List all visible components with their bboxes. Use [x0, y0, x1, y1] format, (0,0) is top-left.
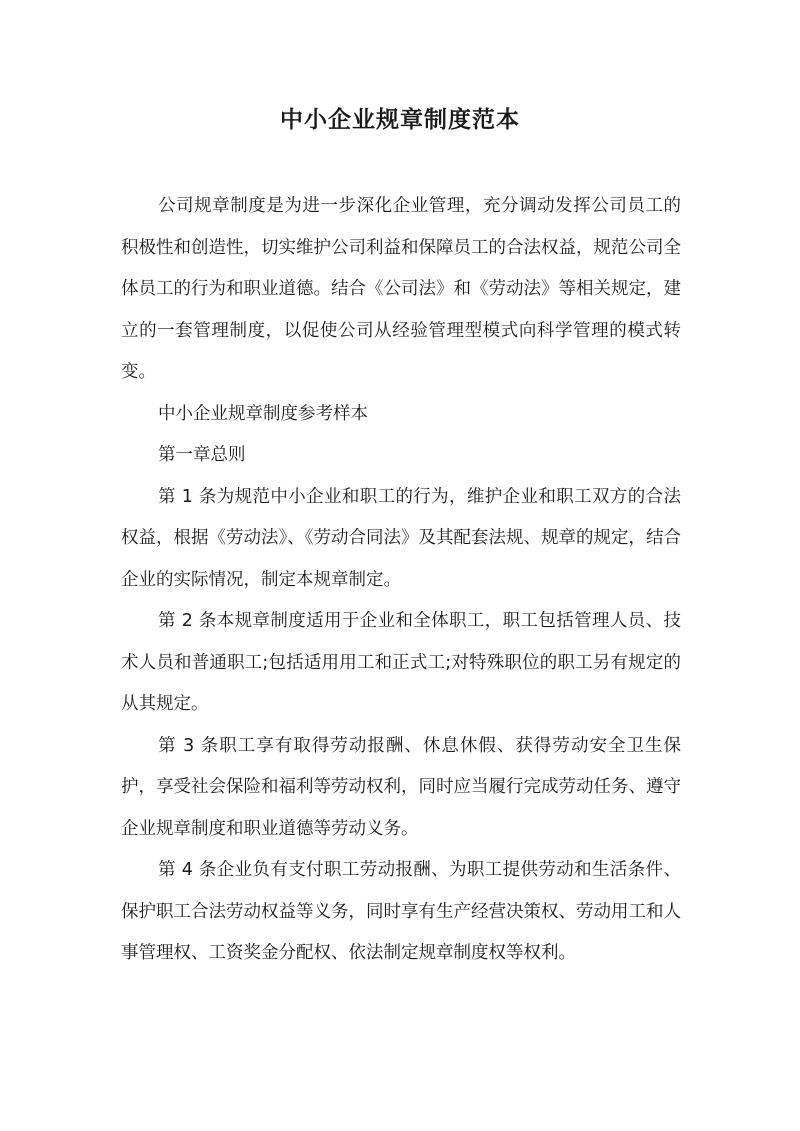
chapter-heading: 第一章总则 — [158, 445, 246, 465]
section-heading: 中小企业规章制度参考样本 — [158, 403, 368, 424]
document-title: 中小企业规章制度范本 — [280, 107, 520, 133]
article-2: 第 2 条本规章制度适用于企业和全体职工，职工包括管理人员、技术人员和普通职工;包括适用用工和正式工;对特殊职位的职工另有规定的从其规定。 — [121, 611, 681, 714]
article-1: 第 1 条为规范中小企业和职工的行为，维护企业和职工双方的合法权益，根据《劳动法》、《劳动合同法》及其配套法规、规章的规定，结合企业的实际情况，制定本规章制定。 — [121, 486, 681, 590]
document-body — [121, 186, 681, 975]
article-4: 第 4 条企业负有支付职工劳动报酬、为职工提供劳动和生活条件、保护职工合法劳动权益等义务，同时享有生产经营决策权、劳动用工和人事管理权、工资奖金分配权、依法制定规章制度权等权利。 — [121, 860, 681, 963]
intro-paragraph: 公司规章制度是为进一步深化企业管理，充分调动发挥公司员工的积极性和创造性，切实维护公司利益和保障员工的合法权益，规范公司全体员工的行为和职业道德。结合《公司法》和《劳动法》等相关规定，建立的一套管理制度，以促使公司从经验管理型模式向科学管理的模式转变。 — [121, 196, 681, 382]
article-3: 第 3 条职工享有取得劳动报酬、休息休假、获得劳动安全卫生保护，享受社会保险和福利等劳动权利，同时应当履行完成劳动任务、遵守企业规章制度和职业道德等劳动义务。 — [121, 735, 681, 839]
